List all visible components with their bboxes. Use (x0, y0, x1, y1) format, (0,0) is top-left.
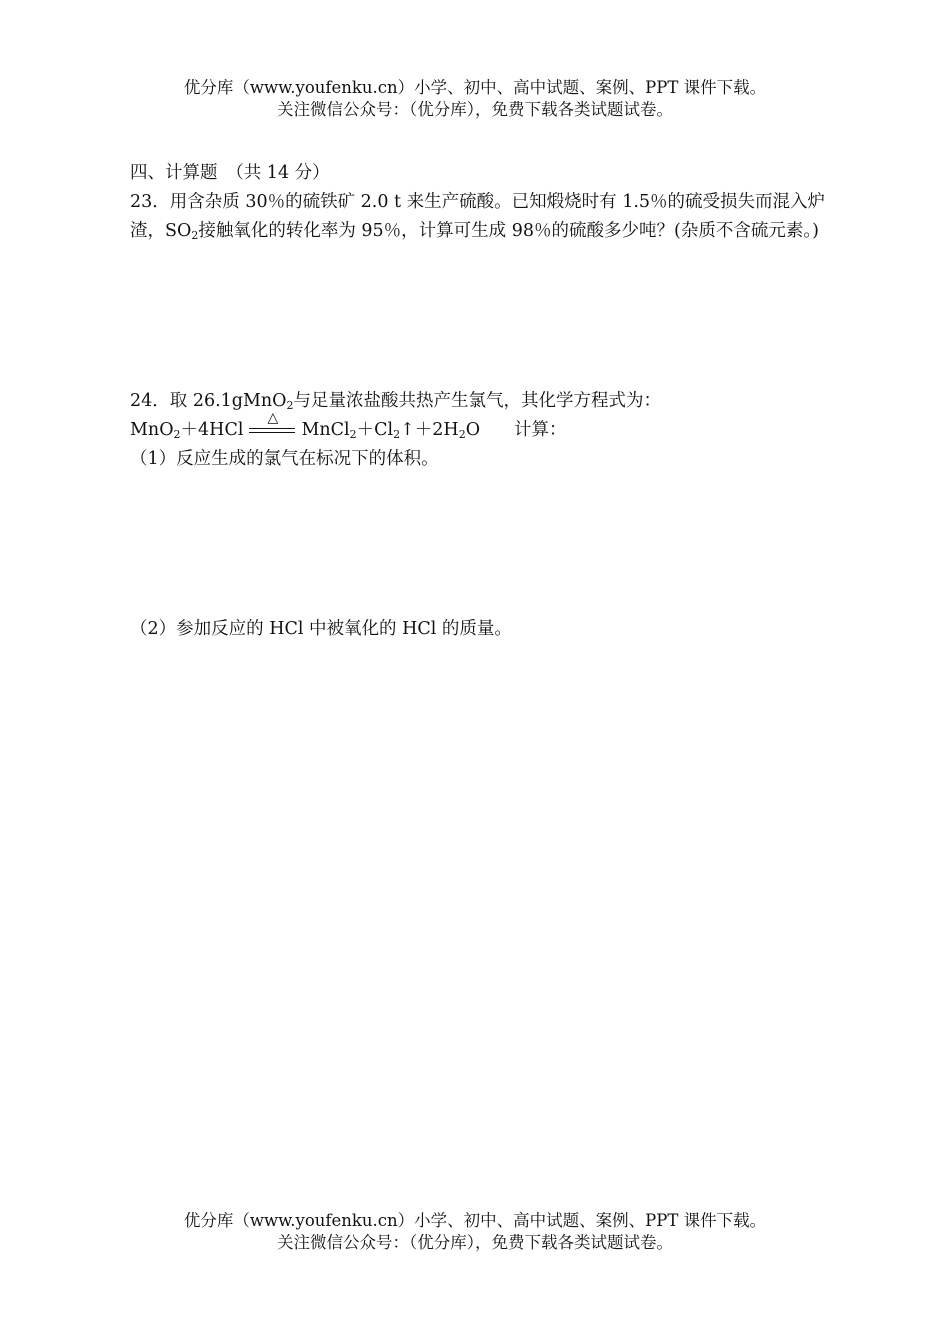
q24-intro-b: 与足量浓盐酸共热产生氯气，其化学方程式为： (293, 391, 662, 411)
q24-intro-sub: 2 (286, 399, 294, 412)
eq-right-a: MnCl (301, 420, 350, 440)
page-header (0, 77, 950, 121)
reaction-arrow (249, 409, 295, 438)
eq-right-sub1: 2 (349, 428, 357, 441)
eq-left-sub: 2 (173, 428, 181, 441)
q23-text-b: 接触氧化的转化率为 95％，计算可生成 98％的硫酸多少吨？(杂质不含硫元素。) (198, 221, 819, 241)
chemical-equation (130, 409, 567, 445)
footer-line-2: 关注微信公众号：（优分库），免费下载各类试题试卷。 (277, 1233, 673, 1252)
question-24-intro (130, 387, 661, 416)
eq-left-b: ＋4HCl (180, 420, 244, 440)
q24-part-1: （1）反应生成的氯气在标况下的体积。 (130, 449, 439, 469)
footer-line-1: 优分库（www.youfenku.cn）小学、初中、高中试题、案例、PPT 课件下载。 (183, 1211, 767, 1230)
eq-right-d: O (465, 420, 481, 440)
q24-part-2: （2）参加反应的 HCl 中被氧化的 HCl 的质量。 (130, 619, 512, 639)
q23-subscript: 2 (191, 229, 199, 242)
section-title: 四、计算题 （共 14 分） (130, 163, 330, 183)
eq-right-sub3: 2 (458, 428, 466, 441)
eq-right-b: ＋Cl (356, 420, 394, 440)
q23-text-a: 23．用含杂质 30％的硫铁矿 2.0 t 来生产硫酸。已知煅烧时有 1.5％的硫受损失而混入炉渣，SO (130, 192, 826, 241)
eq-tail: 计算： (514, 420, 567, 440)
eq-left-a: MnO (130, 420, 174, 440)
question-23 (130, 188, 850, 246)
page-footer (0, 1210, 950, 1254)
heat-condition-icon: △ (267, 409, 279, 426)
eq-right-c: ↑＋2H (400, 420, 459, 440)
q24-intro-a: 24．取 26.1gMnO (130, 391, 287, 411)
header-line-1: 优分库（www.youfenku.cn）小学、初中、高中试题、案例、PPT 课件下载。 (183, 78, 767, 97)
header-line-2: 关注微信公众号：（优分库），免费下载各类试题试卷。 (277, 100, 673, 119)
eq-right-sub2: 2 (393, 428, 401, 441)
